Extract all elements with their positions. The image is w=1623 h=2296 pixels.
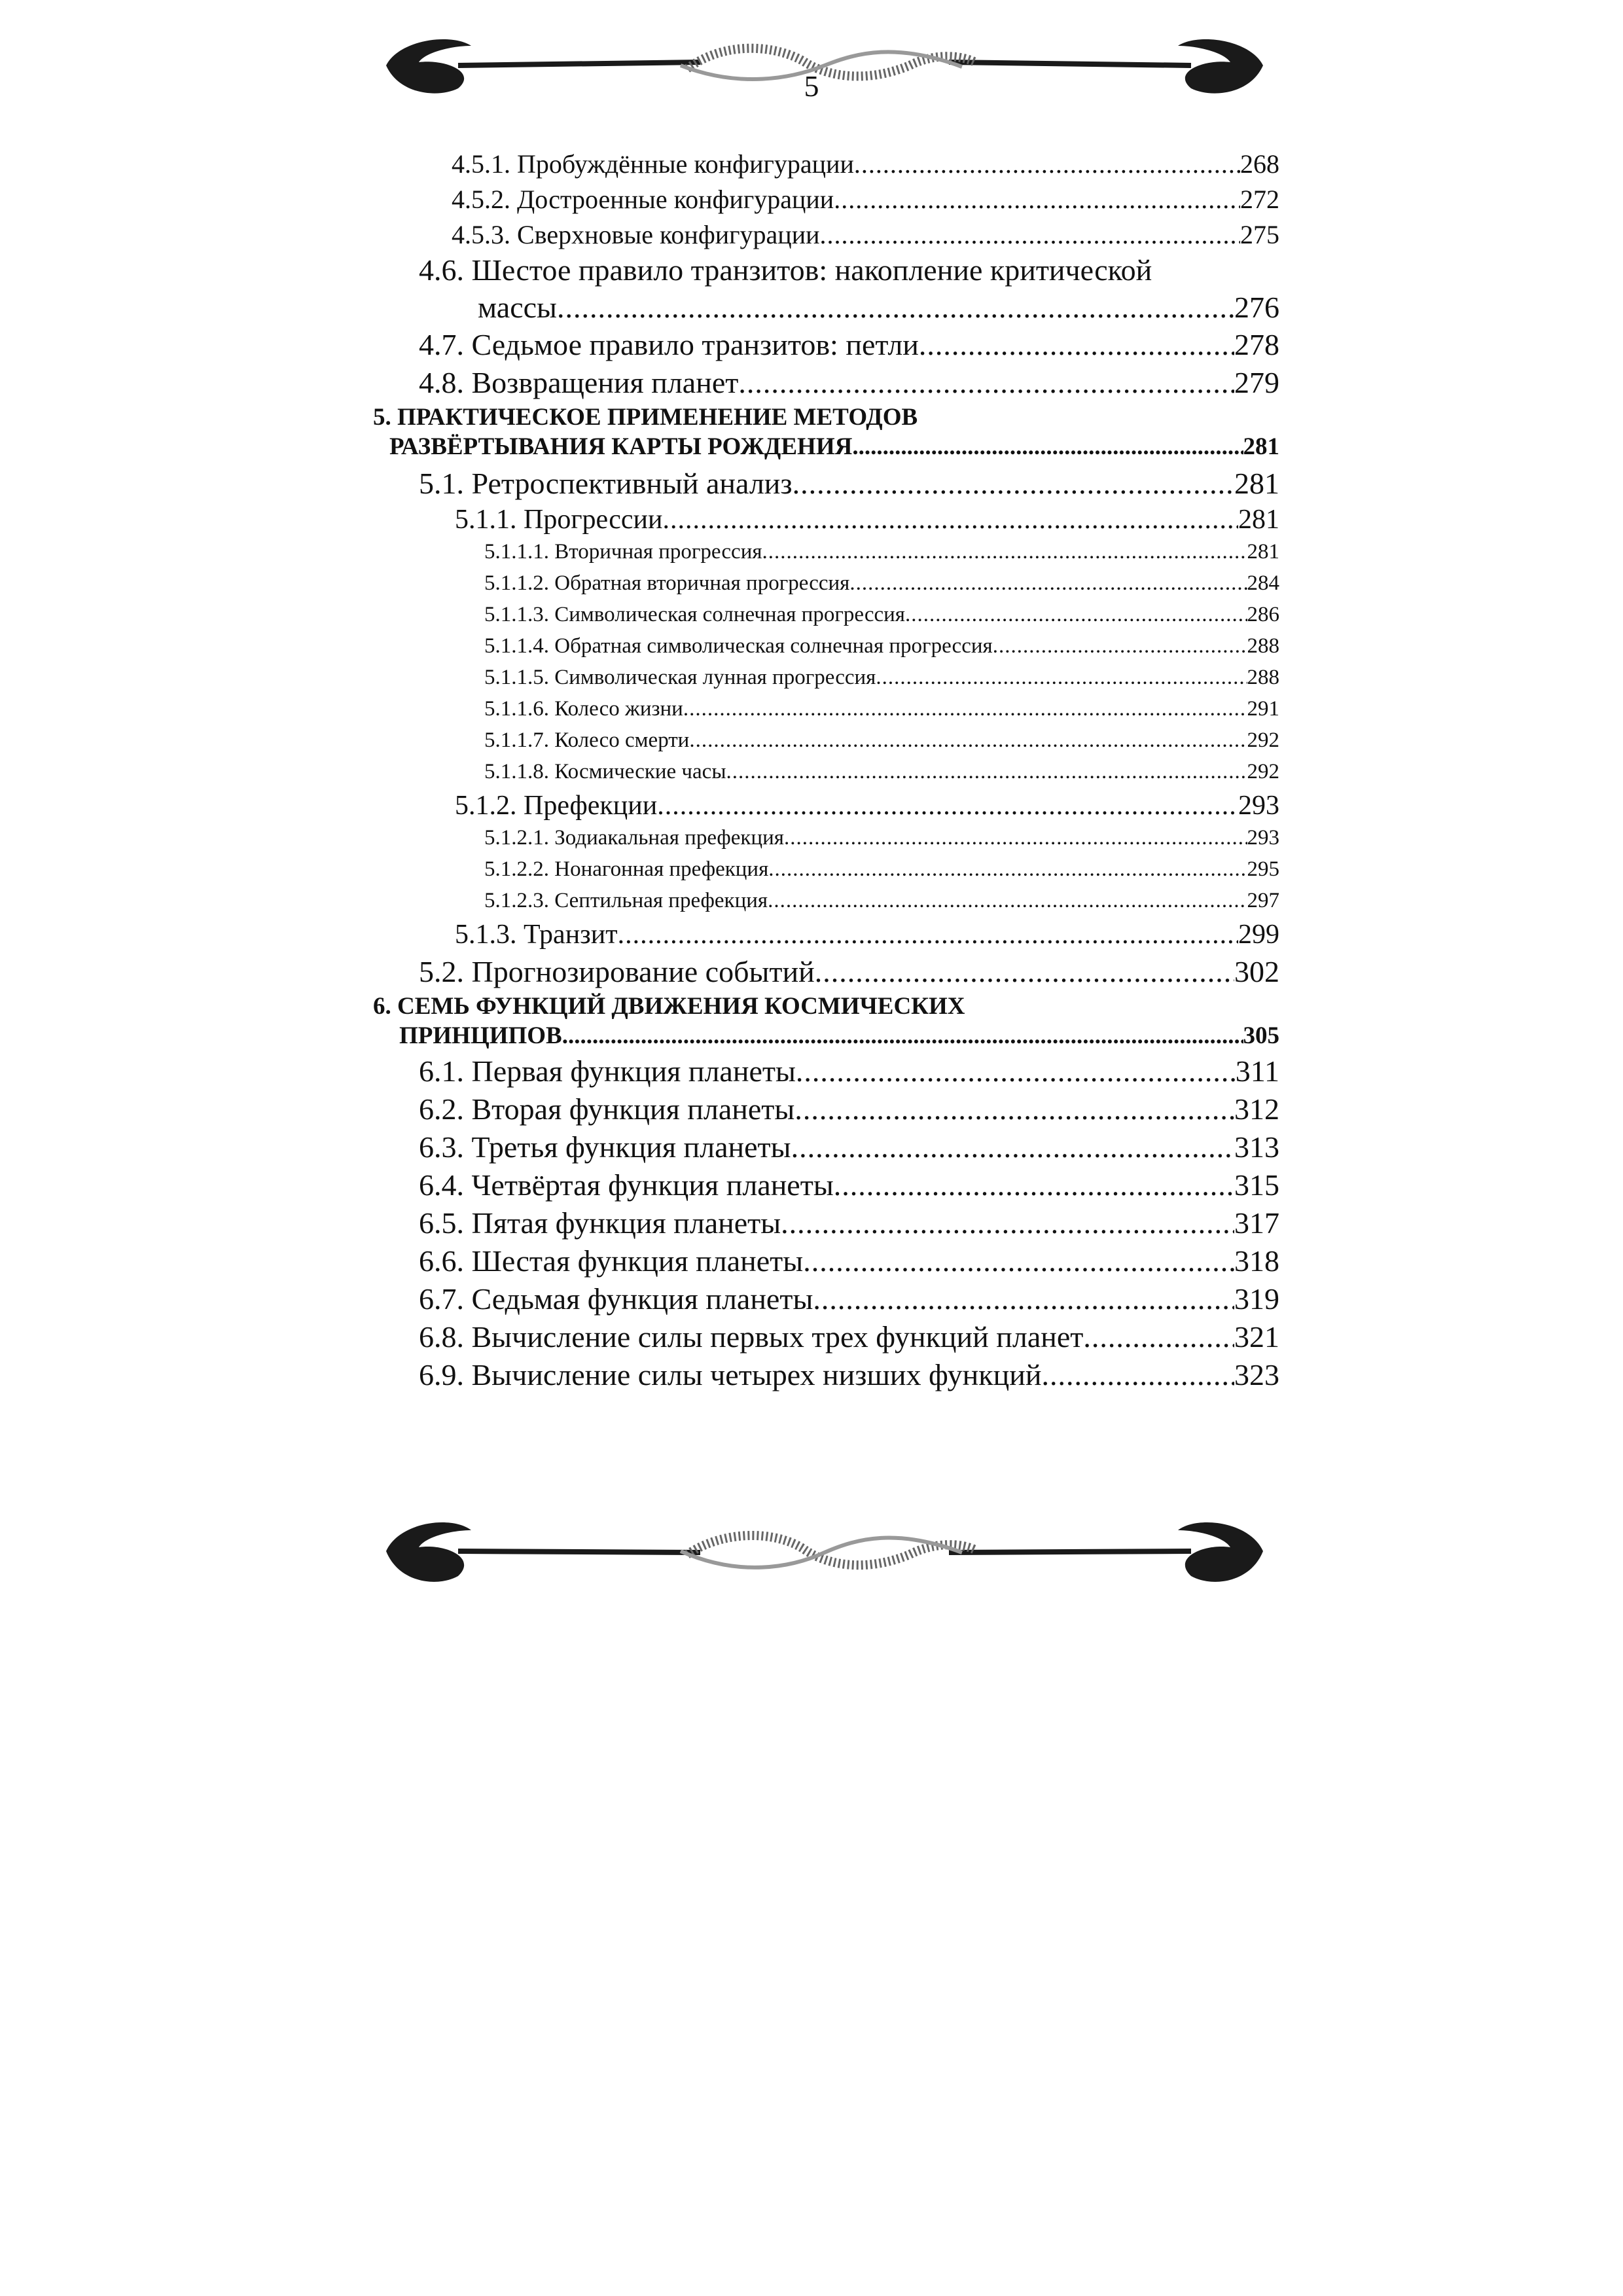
toc-entry-6-5[interactable]	[373, 1206, 1279, 1241]
toc-entry-title: 5.1.3. Транзит	[455, 920, 618, 950]
toc-entry-page: 268	[1240, 149, 1279, 179]
toc-entry-4-6[interactable]	[373, 290, 1279, 325]
toc-entry-title: 5.1.1.8. Космические часы	[484, 760, 726, 783]
toc-entry-page: 281	[1247, 540, 1279, 564]
toc-entry-page: 272	[1240, 185, 1279, 214]
toc-entry-title: ПРИНЦИПОВ	[399, 1022, 562, 1049]
toc-entry-title: 4.7. Седьмое правило транзитов: петли	[419, 328, 919, 361]
toc-entry-title: 4.5.3. Сверхновые конфигурации	[452, 220, 820, 249]
toc-entry-6-4[interactable]	[373, 1168, 1279, 1203]
toc-entry-title: 5.1.1.3. Символическая солнечная прогрессия	[484, 603, 905, 626]
toc-entry-5-1-1-4[interactable]	[373, 633, 1279, 659]
toc-entry-page: 288	[1247, 666, 1279, 689]
toc-entry-title: 5.1. Ретроспективный анализ	[419, 467, 793, 500]
toc-entry-6-2[interactable]	[373, 1092, 1279, 1127]
toc-entry-4-5-3[interactable]	[373, 220, 1279, 250]
toc-entry-page: 318	[1234, 1244, 1279, 1278]
toc-entry-page: 284	[1247, 571, 1279, 595]
toc-entry-page: 281	[1238, 505, 1279, 535]
toc-entry-title: 5.1.2.3. Септильная префекция	[484, 889, 768, 912]
toc-entry-4-5-2[interactable]	[373, 185, 1279, 215]
toc-entry-page: 321	[1234, 1320, 1279, 1354]
toc-entry-page: 315	[1234, 1168, 1279, 1202]
toc-chapter-6-line1[interactable]: 6. СЕМЬ ФУНКЦИЙ ДВИЖЕНИЯ КОСМИЧЕСКИХ	[373, 993, 965, 1020]
toc-entry-6-9[interactable]	[373, 1357, 1279, 1393]
toc-entry-title: 4.5.2. Достроенные конфигурации	[452, 185, 834, 214]
toc-entry-title: 5.1.2. Префекции	[455, 791, 658, 821]
toc-entry-page: 293	[1238, 791, 1279, 821]
toc-entry-6-8[interactable]	[373, 1319, 1279, 1355]
toc-entry-page: 323	[1234, 1358, 1279, 1391]
toc-entry-5-1-1-5[interactable]	[373, 664, 1279, 691]
toc-entry-5-1-1-7[interactable]	[373, 727, 1279, 753]
toc-entry-page: 279	[1234, 366, 1279, 399]
toc-entry-5-1-3[interactable]	[373, 919, 1279, 950]
toc-entry-title: массы	[478, 291, 557, 324]
toc-entry-title: 6.1. Первая функция планеты	[419, 1054, 796, 1088]
toc-entry-6-7[interactable]	[373, 1282, 1279, 1317]
toc-entry-page: 297	[1247, 889, 1279, 912]
toc-entry-page: 302	[1234, 955, 1279, 988]
toc-entry-6-6[interactable]	[373, 1244, 1279, 1279]
toc-entry-5-1-1-1[interactable]	[373, 539, 1279, 565]
toc-entry-title: 6.3. Третья функция планеты	[419, 1130, 791, 1164]
toc-entry-5-1-1-6[interactable]	[373, 696, 1279, 722]
toc-entry-6-3[interactable]	[373, 1130, 1279, 1165]
toc-chapter-5[interactable]	[373, 432, 1279, 462]
toc-entry-page: 311	[1235, 1054, 1279, 1088]
toc-entry-5-1-2[interactable]	[373, 790, 1279, 821]
toc-entry-page: 286	[1247, 603, 1279, 626]
toc-entry-page: 281	[1243, 433, 1279, 460]
toc-entry-title: 4.5.1. Пробуждённые конфигурации	[452, 149, 854, 179]
toc-entry-5-1-2-1[interactable]	[373, 825, 1279, 851]
toc-entry-title: 5.1.1.2. Обратная вторичная прогрессия	[484, 571, 850, 595]
toc-entry-4-6-line1[interactable]: 4.6. Шестое правило транзитов: накопление критической	[419, 253, 1152, 287]
toc-entry-page: 305	[1243, 1022, 1279, 1049]
toc-entry-page: 317	[1234, 1206, 1279, 1240]
toc-entry-5-1-1-2[interactable]	[373, 570, 1279, 596]
toc-entry-5-1-1[interactable]	[373, 504, 1279, 535]
toc-entry-title: 5.1.1.1. Вторичная прогрессия	[484, 540, 762, 564]
toc-entry-page: 276	[1234, 291, 1279, 324]
toc-entry-title: 5.1.2.2. Нонагонная префекция	[484, 857, 769, 881]
toc-entry-5-1-1-8[interactable]	[373, 759, 1279, 785]
toc-entry-5-1-1-3[interactable]	[373, 601, 1279, 628]
toc-entry-page: 319	[1234, 1282, 1279, 1316]
toc-entry-page: 293	[1247, 826, 1279, 850]
toc-entry-page: 312	[1234, 1092, 1279, 1126]
toc-entry-page: 292	[1247, 728, 1279, 752]
page-number: 5	[804, 69, 819, 103]
toc-entry-page: 295	[1247, 857, 1279, 881]
toc-entry-page: 275	[1240, 220, 1279, 249]
bottom-ornament	[373, 1505, 1276, 1597]
toc-entry-page: 281	[1234, 467, 1279, 500]
toc-entry-title: 5.1.1.5. Символическая лунная прогрессия	[484, 666, 876, 689]
toc-entry-title: 6.5. Пятая функция планеты	[419, 1206, 781, 1240]
toc-entry-title: 6.7. Седьмая функция планеты	[419, 1282, 813, 1316]
toc-entry-page: 292	[1247, 760, 1279, 783]
toc-entry-4-8[interactable]	[373, 365, 1279, 401]
toc-chapter-5-line1[interactable]: 5. ПРАКТИЧЕСКОЕ ПРИМЕНЕНИЕ МЕТОДОВ	[373, 404, 918, 431]
toc-entry-page: 288	[1247, 634, 1279, 658]
toc-entry-title: 5.1.1.6. Колесо жизни	[484, 697, 683, 721]
toc-entry-title: 6.6. Шестая функция планеты	[419, 1244, 804, 1278]
toc-entry-page: 278	[1234, 328, 1279, 361]
toc-entry-title: 6.4. Четвёртая функция планеты	[419, 1168, 834, 1202]
toc-entry-title: 4.8. Возвращения планет	[419, 366, 739, 399]
toc-entry-page: 299	[1238, 920, 1279, 950]
toc-entry-page: 291	[1247, 697, 1279, 721]
toc-entry-title: 5.1.1.7. Колесо смерти	[484, 728, 690, 752]
toc-entry-4-5-1[interactable]	[373, 149, 1279, 179]
toc-entry-title: РАЗВЁРТЫВАНИЯ КАРТЫ РОЖДЕНИЯ	[389, 433, 853, 460]
toc-chapter-6[interactable]	[373, 1021, 1279, 1051]
toc-entry-title: 5.1.1.4. Обратная символическая солнечная прогрессия	[484, 634, 993, 658]
toc-entry-4-7[interactable]	[373, 327, 1279, 363]
toc-entry-title: 5.1.1. Прогрессии	[455, 505, 663, 535]
toc-entry-5-2[interactable]	[373, 954, 1279, 990]
toc-entry-5-1-2-2[interactable]	[373, 856, 1279, 882]
toc-entry-page: 313	[1234, 1130, 1279, 1164]
toc-entry-5-1-2-3[interactable]	[373, 888, 1279, 914]
toc-entry-5-1[interactable]	[373, 466, 1279, 501]
toc-entry-title: 5.1.2.1. Зодиакальная префекция	[484, 826, 784, 850]
toc-entry-title: 5.2. Прогнозирование событий	[419, 955, 815, 988]
toc-entry-title: 6.2. Вторая функция планеты	[419, 1092, 795, 1126]
toc-entry-title: 6.8. Вычисление силы первых трех функций планет	[419, 1320, 1084, 1354]
toc-entry-6-1[interactable]	[373, 1054, 1279, 1089]
toc-entry-title: 6.9. Вычисление силы четырех низших функций	[419, 1358, 1042, 1391]
